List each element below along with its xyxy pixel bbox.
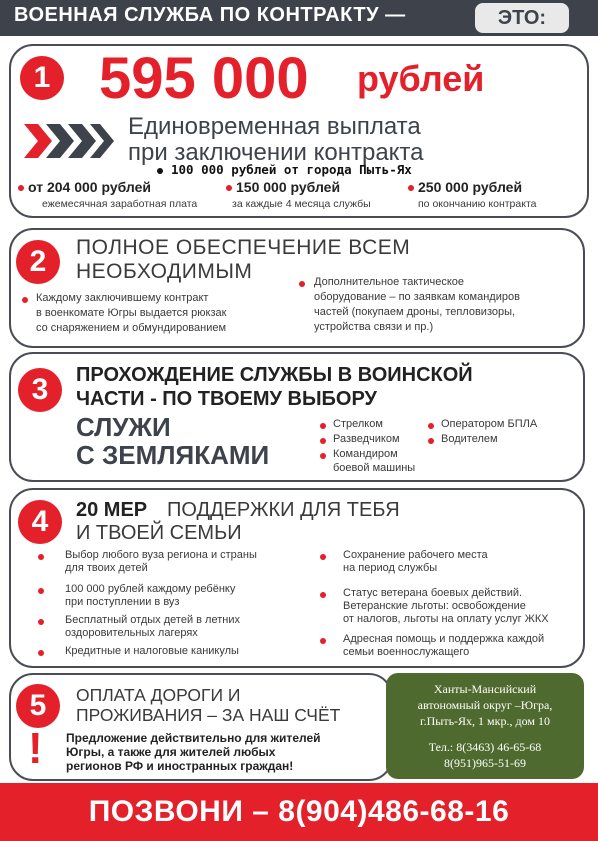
- measure-bullet: [38, 554, 44, 560]
- exclamation-icon: !: [28, 724, 43, 773]
- measure-bullet: [38, 650, 44, 656]
- measure-credit-holidays: Кредитные и налоговые каникулы: [65, 645, 239, 657]
- contact-box: [386, 673, 584, 779]
- call-to-action-phone[interactable]: ПОЗВОНИ – 8(904)486-68-16: [88, 795, 510, 828]
- measure-family-support: Адресная помощь и поддержка каждой: [343, 633, 545, 645]
- equipment-line-3: частей (покупаем дроны, тепловизоры,: [314, 306, 516, 318]
- contact-phone-2[interactable]: 8(951)965-51-69: [444, 756, 526, 770]
- salary-bullet: [18, 185, 24, 191]
- payment-line-1: Единовременная выплата: [128, 113, 421, 140]
- section-2-title-1: ПОЛНОЕ ОБЕСПЕЧЕНИЕ ВСЕМ: [76, 236, 411, 259]
- role-rifleman: Стрелком: [333, 418, 383, 430]
- chevron-arrows-icon: [24, 124, 114, 158]
- role-bullet: [428, 438, 434, 444]
- section-5-title-1: ОПЛАТА ДОРОГИ И: [76, 685, 241, 705]
- measure-veteran-status: Статус ветерана боевых действий.: [343, 587, 523, 599]
- salary-caption: ежемесячная заработная плата: [42, 198, 198, 210]
- section-4-title-bold: 20 МЕР: [76, 499, 148, 521]
- section-4-title-2: И ТВОЕЙ СЕМЬИ: [76, 522, 242, 544]
- header-badge: [475, 3, 569, 33]
- payment-line-2: при заключении контракта: [128, 139, 424, 166]
- section-3-title-1: ПРОХОЖДЕНИЕ СЛУЖБЫ В ВОИНСКОЙ: [76, 364, 473, 386]
- measure-camps: Бесплатный отдых детей в летних: [65, 614, 240, 626]
- section-3-title-2: ЧАСТИ - ПО ТВОЕМУ ВЫБОРУ: [76, 388, 377, 410]
- measure-bullet: [38, 619, 44, 625]
- section-2-title-2: НЕОБХОДИМЫМ: [76, 260, 253, 283]
- backpack-bullet: [22, 297, 28, 303]
- slogan-line-2: С ЗЕМЛЯКАМИ: [76, 440, 270, 470]
- contact-phone-1[interactable]: Тел.: 8(3463) 46-65-68: [428, 740, 542, 754]
- section-4-number: 4: [18, 500, 62, 544]
- equipment-line-4: устройства связи и пр.): [314, 321, 434, 333]
- quarterly-caption: за каждые 4 месяца службы: [232, 198, 371, 210]
- measure-bullet: [320, 638, 326, 644]
- contact-region: Ханты-Мансийский: [433, 682, 537, 696]
- section-1-number: 1: [20, 56, 64, 100]
- call-to-action-bar: [0, 783, 598, 841]
- role-commander: Командиром: [333, 448, 398, 460]
- quarterly-value: 150 000 рублей: [236, 179, 341, 195]
- section-5-number: 5: [16, 684, 60, 728]
- salary-value: от 204 000 рублей: [28, 179, 151, 195]
- offer-note-1: Предложение действительно для жителей: [66, 731, 321, 745]
- measure-job-retention-2: на период службы: [343, 562, 438, 574]
- measure-job-retention: Сохранение рабочего места: [343, 549, 488, 561]
- end-bonus-bullet: [408, 185, 414, 191]
- local-bonus: 100 000 рублей от города Пыть-Ях: [171, 162, 412, 177]
- role-driver: Водителем: [441, 433, 498, 445]
- role-bullet: [320, 453, 326, 459]
- measure-family-support-2: семьи военнослужащего: [343, 646, 470, 658]
- offer-note-3: регионов РФ и иностранных граждан!: [66, 759, 294, 773]
- role-bullet: [428, 423, 434, 429]
- role-bullet: [320, 438, 326, 444]
- measure-bullet: [320, 592, 326, 598]
- measure-camps-2: оздоровительных лагерях: [65, 627, 198, 639]
- equipment-line-1: Дополнительное тактическое: [314, 276, 465, 288]
- measure-child-payment: 100 000 рублей каждому ребёнку: [65, 583, 236, 595]
- contact-region-2: автономный округ –Югра,: [417, 698, 553, 712]
- header-badge-label: ЭТО:: [497, 7, 547, 29]
- quarterly-bullet: [226, 185, 232, 191]
- measure-child-payment-2: при поступлении в вуз: [65, 596, 180, 608]
- role-commander-2: боевой машины: [333, 462, 416, 474]
- measure-veteran-status-2: Ветеранские льготы: освобождение: [343, 600, 526, 612]
- backpack-line-1: Каждому заключившему контракт: [36, 292, 209, 304]
- end-bonus-value: 250 000 рублей: [418, 179, 523, 195]
- payment-currency: рублей: [357, 58, 485, 99]
- measure-university-2: для твоих детей: [65, 562, 148, 574]
- section-3-number: 3: [18, 368, 62, 412]
- local-bonus-bullet: [157, 168, 163, 174]
- measure-veteran-status-3: от налогов, льготы на оплату услуг ЖКХ: [343, 613, 549, 625]
- backpack-line-2: в военкомате Югры выдается рюкзак: [36, 307, 227, 319]
- slogan-line-1: СЛУЖИ: [76, 412, 171, 442]
- section-5-title-2: ПРОЖИВАНИЯ – ЗА НАШ СЧЁТ: [76, 705, 341, 725]
- measure-bullet: [320, 554, 326, 560]
- equipment-bullet: [299, 281, 305, 287]
- measure-university: Выбор любого вуза региона и страны: [65, 549, 257, 561]
- section-4-title-rest: ПОДДЕРЖКИ ДЛЯ ТЕБЯ: [167, 499, 400, 521]
- contact-address: г.Пыть-Ях, 1 мкр., дом 10: [420, 714, 550, 728]
- payment-amount: 595 000: [99, 46, 309, 111]
- role-bullet: [320, 423, 326, 429]
- page-title: ВОЕННАЯ СЛУЖБА ПО КОНТРАКТУ —: [14, 4, 406, 26]
- offer-note-2: Югры, а также для жителей любых: [66, 745, 276, 759]
- measure-bullet: [38, 588, 44, 594]
- role-uav-operator: Оператором БПЛА: [441, 418, 538, 430]
- section-2-number: 2: [16, 240, 60, 284]
- backpack-line-3: со снаряжением и обмундированием: [36, 322, 227, 334]
- role-scout: Разведчиком: [333, 433, 400, 445]
- end-bonus-caption: по окончанию контракта: [418, 198, 537, 210]
- equipment-line-2: оборудование – по заявкам командиров: [314, 291, 520, 303]
